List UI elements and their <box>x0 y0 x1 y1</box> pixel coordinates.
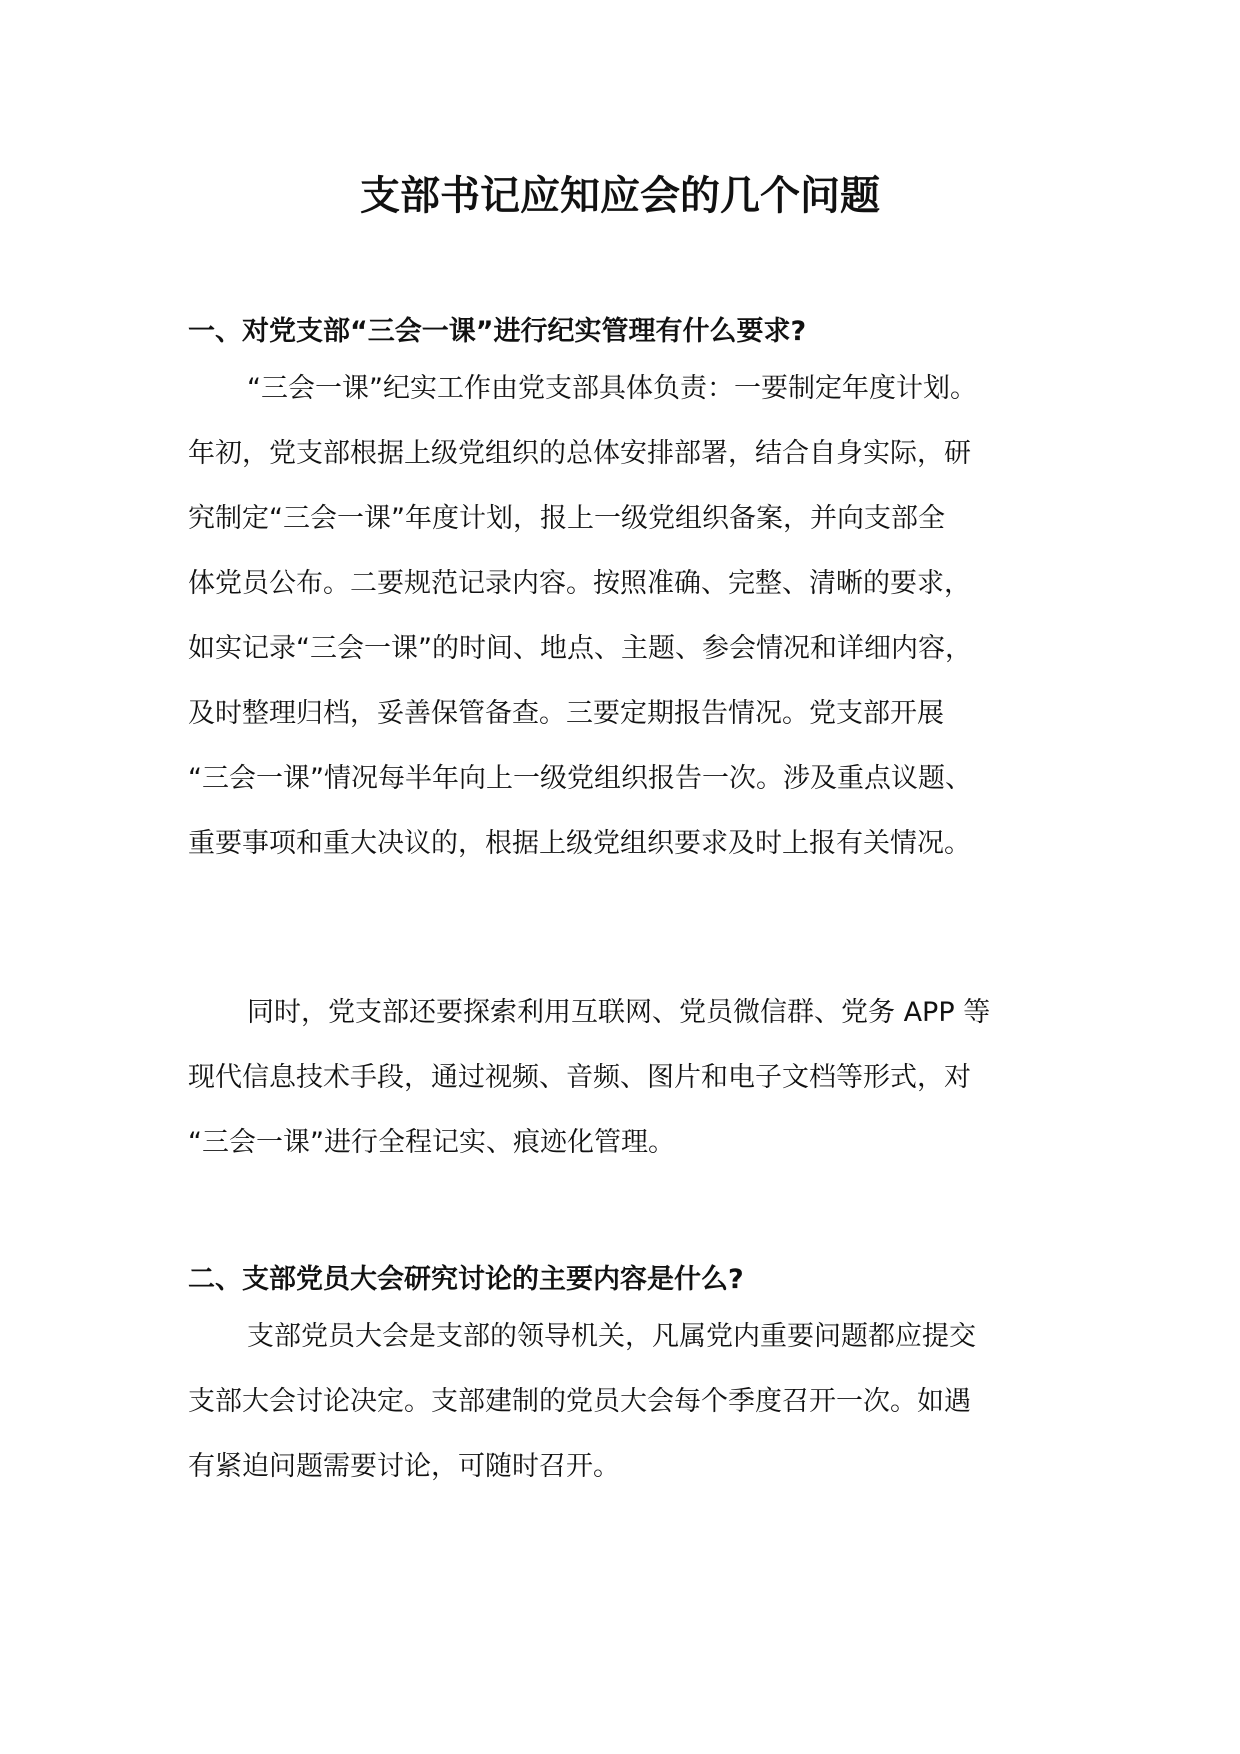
section-2-heading: 二、支部党员大会研究讨论的主要内容是什么? <box>188 1264 744 1295</box>
text-line: 现代信息技术手段，通过视频、音频、图片和电子文档等形式，对 <box>188 1062 971 1093</box>
document-title: 支部书记应知应会的几个问题 <box>360 173 880 219</box>
section-2-paragraph-1 <box>188 1304 1088 1499</box>
text-line: “三会一课”情况每半年向上一级党组织报告一次。涉及重点议题、 <box>188 763 972 794</box>
text-line: 究制定“三会一课”年度计划，报上一级党组织备案，并向支部全 <box>188 503 945 534</box>
text-line: 有紧迫问题需要讨论，可随时召开。 <box>188 1451 620 1482</box>
text-line: 年初，党支部根据上级党组织的总体安排部署，结合自身实际，研 <box>188 438 971 469</box>
text-line: “三会一课”纪实工作由党支部具体负责：一要制定年度计划。 <box>247 373 977 404</box>
text-line: 重要事项和重大决议的，根据上级党组织要求及时上报有关情况。 <box>188 828 971 859</box>
section-1-paragraph-1 <box>188 356 1088 876</box>
text-line: 及时整理归档，妥善保管备查。三要定期报告情况。党支部开展 <box>188 698 944 729</box>
text-line: 同时，党支部还要探索利用互联网、党员微信群、党务 APP 等 <box>247 997 991 1028</box>
text-line: 体党员公布。二要规范记录内容。按照准确、完整、清晰的要求， <box>188 568 971 599</box>
section-1-heading: 一、对党支部“三会一课”进行纪实管理有什么要求? <box>188 316 807 347</box>
text-line: “三会一课”进行全程记实、痕迹化管理。 <box>188 1127 675 1158</box>
text-line: 支部党员大会是支部的领导机关，凡属党内重要问题都应提交 <box>247 1321 976 1352</box>
section-1-paragraph-2 <box>188 980 1088 1175</box>
text-line: 如实记录“三会一课”的时间、地点、主题、参会情况和详细内容， <box>188 633 972 664</box>
text-line: 支部大会讨论决定。支部建制的党员大会每个季度召开一次。如遇 <box>188 1386 971 1417</box>
